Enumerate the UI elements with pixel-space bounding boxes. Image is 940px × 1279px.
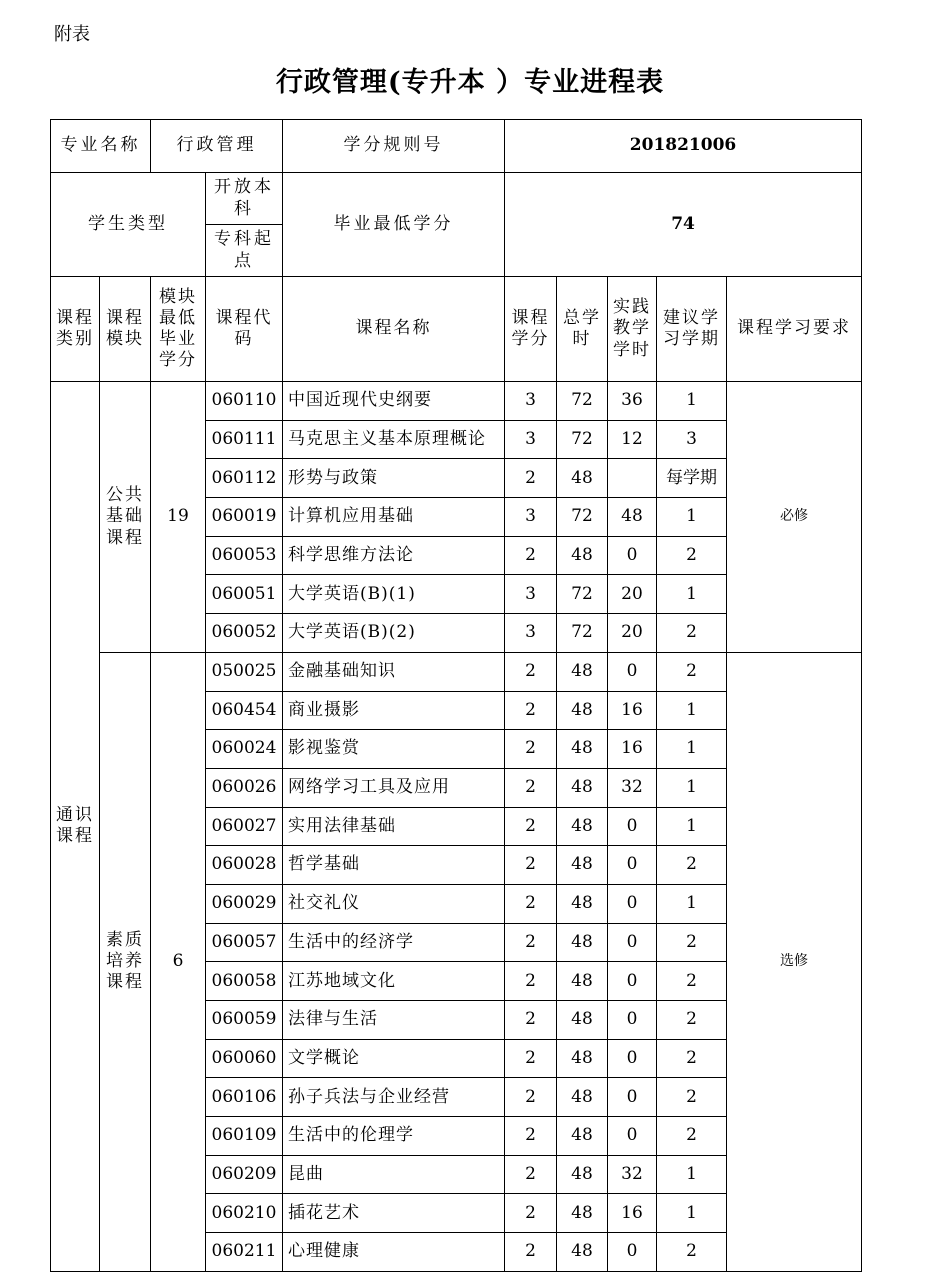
course-term: 2 <box>657 652 727 691</box>
course-credits: 2 <box>505 1117 557 1156</box>
course-code: 060058 <box>206 962 283 1001</box>
course-credits: 2 <box>505 1078 557 1117</box>
header-requirement: 课程学习要求 <box>727 277 862 382</box>
course-hours: 48 <box>557 1155 608 1194</box>
min-credits-label: 毕业最低学分 <box>283 173 505 277</box>
course-hours: 48 <box>557 846 608 885</box>
course-code: 060024 <box>206 730 283 769</box>
course-code: 060111 <box>206 420 283 459</box>
course-credits: 3 <box>505 382 557 421</box>
course-name: 马克思主义基本原理概论 <box>283 420 505 459</box>
course-hours: 48 <box>557 652 608 691</box>
course-name: 网络学习工具及应用 <box>283 768 505 807</box>
course-code: 060052 <box>206 614 283 653</box>
header-module: 课程模块 <box>100 277 151 382</box>
course-practice-hours: 0 <box>608 1078 657 1117</box>
course-code: 060109 <box>206 1117 283 1156</box>
course-practice-hours: 20 <box>608 575 657 614</box>
course-term: 1 <box>657 691 727 730</box>
course-code: 060051 <box>206 575 283 614</box>
course-hours: 48 <box>557 536 608 575</box>
course-practice-hours: 16 <box>608 730 657 769</box>
course-term: 每学期 <box>657 459 727 498</box>
course-hours: 48 <box>557 691 608 730</box>
table-row <box>51 652 862 691</box>
course-credits: 2 <box>505 1001 557 1040</box>
course-name: 江苏地域文化 <box>283 962 505 1001</box>
major-name-value: 行政管理 <box>151 120 283 173</box>
student-type-value-2: 专科起点 <box>206 225 283 277</box>
course-term: 2 <box>657 536 727 575</box>
header-code: 课程代码 <box>206 277 283 382</box>
requirement-cell: 必修 <box>727 382 862 653</box>
credit-rule-value: 201821006 <box>505 120 862 173</box>
course-practice-hours: 0 <box>608 536 657 575</box>
course-term: 1 <box>657 575 727 614</box>
header-practice-hours: 实践教学学时 <box>608 277 657 382</box>
course-credits: 2 <box>505 730 557 769</box>
course-term: 1 <box>657 1155 727 1194</box>
course-term: 2 <box>657 1078 727 1117</box>
course-practice-hours <box>608 459 657 498</box>
course-term: 2 <box>657 962 727 1001</box>
module-min-credits-cell: 6 <box>151 652 206 1271</box>
course-practice-hours: 32 <box>608 768 657 807</box>
header-name: 课程名称 <box>283 277 505 382</box>
course-term: 1 <box>657 768 727 807</box>
course-credits: 2 <box>505 652 557 691</box>
course-hours: 48 <box>557 1039 608 1078</box>
course-hours: 48 <box>557 1117 608 1156</box>
course-practice-hours: 0 <box>608 1233 657 1272</box>
course-credits: 2 <box>505 536 557 575</box>
course-practice-hours: 36 <box>608 382 657 421</box>
course-practice-hours: 0 <box>608 884 657 923</box>
course-term: 1 <box>657 730 727 769</box>
course-practice-hours: 0 <box>608 652 657 691</box>
course-name: 孙子兵法与企业经营 <box>283 1078 505 1117</box>
course-code: 060029 <box>206 884 283 923</box>
course-term: 3 <box>657 420 727 459</box>
course-code: 060028 <box>206 846 283 885</box>
course-practice-hours: 0 <box>608 807 657 846</box>
course-practice-hours: 48 <box>608 498 657 537</box>
course-name: 大学英语(B)(1) <box>283 575 505 614</box>
student-type-label: 学生类型 <box>51 173 206 277</box>
course-credits: 2 <box>505 923 557 962</box>
course-hours: 48 <box>557 1233 608 1272</box>
header-hours: 总学时 <box>557 277 608 382</box>
credit-rule-label: 学分规则号 <box>283 120 505 173</box>
course-term: 2 <box>657 1117 727 1156</box>
table-row <box>51 382 862 421</box>
course-term: 1 <box>657 382 727 421</box>
course-credits: 2 <box>505 807 557 846</box>
course-hours: 48 <box>557 1001 608 1040</box>
module-cell: 素质培养课程 <box>100 652 151 1271</box>
course-code: 060059 <box>206 1001 283 1040</box>
course-code: 060210 <box>206 1194 283 1233</box>
course-term: 2 <box>657 923 727 962</box>
course-credits: 3 <box>505 575 557 614</box>
course-term: 1 <box>657 498 727 537</box>
major-name-label: 专业名称 <box>51 120 151 173</box>
course-credits: 2 <box>505 1155 557 1194</box>
course-code: 060106 <box>206 1078 283 1117</box>
module-cell: 公共基础课程 <box>100 382 151 653</box>
course-code: 060019 <box>206 498 283 537</box>
course-name: 社交礼仪 <box>283 884 505 923</box>
course-hours: 48 <box>557 1194 608 1233</box>
course-practice-hours: 32 <box>608 1155 657 1194</box>
course-hours: 48 <box>557 1078 608 1117</box>
course-name: 形势与政策 <box>283 459 505 498</box>
category-cell: 通识课程 <box>51 382 100 1272</box>
course-hours: 48 <box>557 807 608 846</box>
course-name: 中国近现代史纲要 <box>283 382 505 421</box>
course-practice-hours: 12 <box>608 420 657 459</box>
course-name: 文学概论 <box>283 1039 505 1078</box>
course-term: 1 <box>657 884 727 923</box>
info-row-major <box>51 120 862 173</box>
course-hours: 48 <box>557 884 608 923</box>
course-credits: 2 <box>505 768 557 807</box>
course-name: 昆曲 <box>283 1155 505 1194</box>
course-practice-hours: 0 <box>608 1117 657 1156</box>
module-min-credits-cell: 19 <box>151 382 206 653</box>
course-code: 060112 <box>206 459 283 498</box>
course-practice-hours: 0 <box>608 1039 657 1078</box>
page-title: 行政管理(专升本 ）专业进程表 <box>275 67 665 98</box>
course-term: 1 <box>657 1194 727 1233</box>
course-code: 060053 <box>206 536 283 575</box>
course-term: 2 <box>657 1001 727 1040</box>
course-practice-hours: 16 <box>608 691 657 730</box>
course-name: 心理健康 <box>283 1233 505 1272</box>
course-hours: 72 <box>557 575 608 614</box>
course-credits: 2 <box>505 1233 557 1272</box>
course-term: 1 <box>657 807 727 846</box>
course-name: 计算机应用基础 <box>283 498 505 537</box>
course-name: 商业摄影 <box>283 691 505 730</box>
course-term: 2 <box>657 1039 727 1078</box>
course-name: 哲学基础 <box>283 846 505 885</box>
course-credits: 2 <box>505 884 557 923</box>
course-name: 实用法律基础 <box>283 807 505 846</box>
course-credits: 3 <box>505 498 557 537</box>
course-credits: 3 <box>505 614 557 653</box>
header-term: 建议学习学期 <box>657 277 727 382</box>
course-credits: 2 <box>505 459 557 498</box>
course-term: 2 <box>657 614 727 653</box>
course-hours: 72 <box>557 614 608 653</box>
course-code: 060027 <box>206 807 283 846</box>
course-hours: 72 <box>557 498 608 537</box>
program-table <box>50 119 862 1272</box>
course-hours: 48 <box>557 730 608 769</box>
course-name: 大学英语(B)(2) <box>283 614 505 653</box>
header-credits: 课程学分 <box>505 277 557 382</box>
course-credits: 2 <box>505 962 557 1001</box>
info-row-student-type-1 <box>51 173 862 225</box>
course-term: 2 <box>657 846 727 885</box>
course-name: 影视鉴赏 <box>283 730 505 769</box>
header-category: 课程类别 <box>51 277 100 382</box>
course-hours: 48 <box>557 459 608 498</box>
student-type-value-1: 开放本科 <box>206 173 283 225</box>
course-name: 金融基础知识 <box>283 652 505 691</box>
course-hours: 48 <box>557 923 608 962</box>
course-credits: 2 <box>505 1194 557 1233</box>
course-practice-hours: 0 <box>608 962 657 1001</box>
header-module-min-credits: 模块最低毕业学分 <box>151 277 206 382</box>
course-code: 060057 <box>206 923 283 962</box>
course-code: 060211 <box>206 1233 283 1272</box>
course-code: 060026 <box>206 768 283 807</box>
course-practice-hours: 16 <box>608 1194 657 1233</box>
course-credits: 2 <box>505 1039 557 1078</box>
course-name: 生活中的经济学 <box>283 923 505 962</box>
requirement-cell: 选修 <box>727 652 862 1271</box>
course-practice-hours: 0 <box>608 923 657 962</box>
course-practice-hours: 20 <box>608 614 657 653</box>
course-name: 插花艺术 <box>283 1194 505 1233</box>
course-hours: 48 <box>557 962 608 1001</box>
course-practice-hours: 0 <box>608 1001 657 1040</box>
course-credits: 2 <box>505 846 557 885</box>
course-name: 法律与生活 <box>283 1001 505 1040</box>
course-credits: 2 <box>505 691 557 730</box>
appendix-label: 附表 <box>54 24 90 45</box>
min-credits-value: 74 <box>505 173 862 277</box>
course-term: 2 <box>657 1233 727 1272</box>
course-code: 050025 <box>206 652 283 691</box>
course-hours: 48 <box>557 768 608 807</box>
course-code: 060209 <box>206 1155 283 1194</box>
column-header-row <box>51 277 862 382</box>
course-hours: 72 <box>557 382 608 421</box>
course-name: 科学思维方法论 <box>283 536 505 575</box>
course-code: 060110 <box>206 382 283 421</box>
course-name: 生活中的伦理学 <box>283 1117 505 1156</box>
course-code: 060454 <box>206 691 283 730</box>
course-hours: 72 <box>557 420 608 459</box>
course-credits: 3 <box>505 420 557 459</box>
course-practice-hours: 0 <box>608 846 657 885</box>
course-code: 060060 <box>206 1039 283 1078</box>
